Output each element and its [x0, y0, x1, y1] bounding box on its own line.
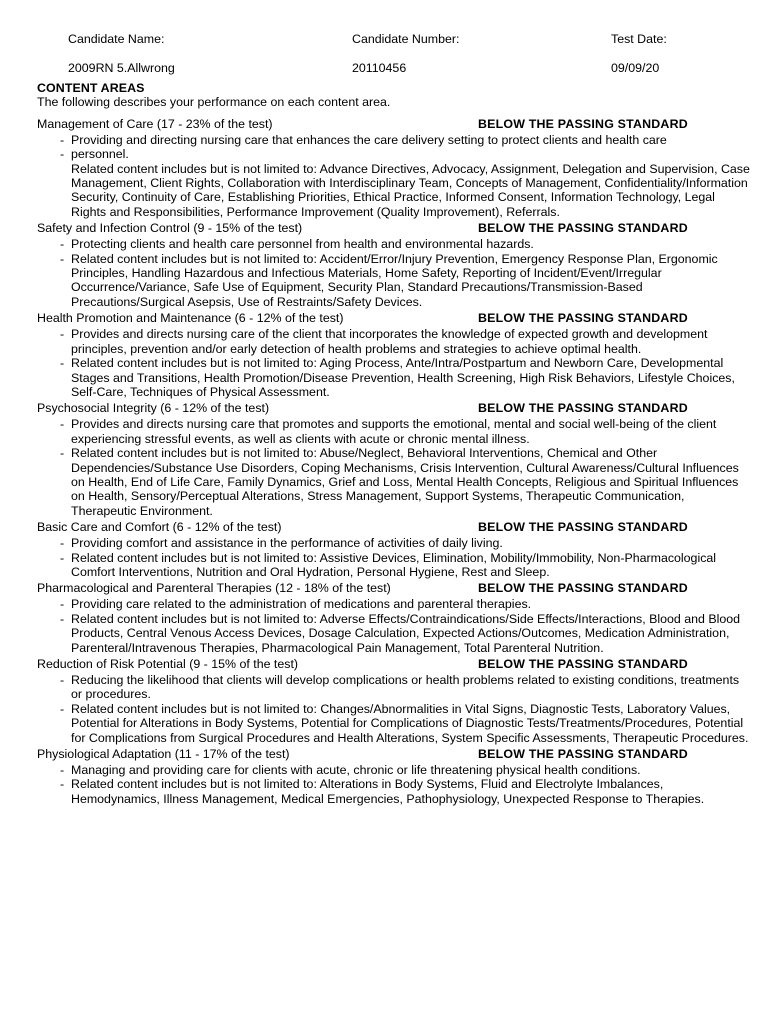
performance-result: BELOW THE PASSING STANDARD	[478, 581, 688, 596]
performance-result: BELOW THE PASSING STANDARD	[478, 747, 688, 762]
test-date-label: Test Date:	[611, 32, 667, 46]
content-area-name: Safety and Infection Control (9 - 15% of the test)	[37, 221, 303, 236]
description-item: - Reducing the likelihood that clients will develop complications or health problems related to existing conditions, treatments or procedures.	[63, 673, 752, 702]
description-item: - Related content includes but is not limited to: Assistive Devices, Elimination, Mobility/Immobility, Non-Pharmacological Comfort Interventions, Nutrition and Oral Hydration, Personal Hygiene, Rest and Sleep.	[63, 551, 752, 580]
content-area-description-list	[37, 673, 752, 745]
section-intro: The following describes your performance on each content area.	[37, 95, 391, 110]
content-area-name: Pharmacological and Parenteral Therapies (12 - 18% of the test)	[37, 581, 391, 596]
content-area-description-list	[37, 417, 752, 518]
content-area-header	[37, 221, 752, 237]
description-item: - Related content includes but is not limited to: Changes/Abnormalities in Vital Signs, Diagnostic Tests, Laboratory Values, Potential for Alterations in Body Systems, Potential for Complications of Diagnostic Tests/Treatments/Procedures, Potential for Complications from Surgical Procedures and Health Alterations, System Specific Assessments, Therapeutic Procedures.	[63, 702, 752, 745]
performance-result: BELOW THE PASSING STANDARD	[478, 657, 688, 671]
content-area	[37, 221, 752, 309]
content-area-header	[37, 657, 752, 673]
content-area	[37, 657, 752, 745]
content-area-description-list	[37, 597, 752, 655]
content-area-name: Physiological Adaptation (11 - 17% of the test)	[37, 747, 290, 762]
content-area	[37, 747, 752, 806]
description-item: - Providing comfort and assistance in the performance of activities of daily living.	[63, 536, 752, 550]
content-area-description-list	[37, 237, 752, 309]
description-item: - Managing and providing care for clients with acute, chronic or life threatening physical health conditions.	[63, 763, 752, 777]
description-item: - Related content includes but is not limited to: Alterations in Body Systems, Fluid and Electrolyte Imbalances, Hemodynamics, Illness Management, Medical Emergencies, Pathophysiology, Unexpected Response to Therapies.	[63, 777, 752, 806]
content-area-header	[37, 581, 752, 597]
content-area-name: Psychosocial Integrity (6 - 12% of the test)	[37, 401, 270, 416]
performance-result: BELOW THE PASSING STANDARD	[478, 221, 688, 236]
content-areas-section	[37, 81, 752, 806]
description-item: - personnel. Related content includes but is not limited to: Advance Directives, Advocacy, Assignment, Delegation and Supervision, Case Management, Client Rights, Collaboration with Interdisciplinary Team, Concepts of Management, Confidentiality/Information Security, Continuity of Care, Establishing Priorities, Ethical Practice, Informed Consent, Information Technology, Legal Rights and Responsibilities, Performance Improvement (Quality Improvement), Referrals.	[63, 147, 752, 219]
content-area	[37, 117, 752, 219]
description-item: - Provides and directs nursing care that promotes and supports the emotional, mental and social well-being of the client experiencing stressful events, as well as clients with acute or chronic mental illness.	[63, 417, 752, 446]
description-item: - Related content includes but is not limited to: Adverse Effects/Contraindications/Side Effects/Interactions, Blood and Blood Products, Central Venous Access Devices, Dosage Calculation, Expected Actions/Outcomes, Medication Administration, Parenteral/Intravenous Therapies, Pharmacological Pain Management, Total Parenteral Nutrition.	[63, 612, 752, 655]
content-area-name: Health Promotion and Maintenance (6 - 12% of the test)	[37, 311, 344, 326]
candidate-number-label: Candidate Number:	[352, 32, 460, 46]
content-area-name: Management of Care (17 - 23% of the test)	[37, 116, 273, 131]
content-area-header	[37, 401, 752, 417]
description-item: - Providing care related to the administration of medications and parenteral therapies.	[63, 597, 752, 611]
candidate-number-value: 20110456	[352, 61, 407, 75]
description-item: - Provides and directs nursing care of the client that incorporates the knowledge of expected growth and development principles, prevention and/or early detection of health problems and strategies to achieve optimal health.	[63, 327, 752, 356]
content-area-description-list	[37, 536, 752, 579]
description-item: - Related content includes but is not limited to: Abuse/Neglect, Behavioral Interventions, Chemical and Other Dependencies/Substance Use Disorders, Coping Mechanisms, Crisis Intervention, Cultural Awareness/Cultural Influences on Health, End of Life Care, Family Dynamics, Grief and Loss, Mental Health Concepts, Religious and Spiritual Influences on Health, Sensory/Perceptual Alterations, Stress Management, Support Systems, Therapeutic Communication, Therapeutic Environment.	[63, 446, 752, 518]
description-item: - Related content includes but is not limited to: Accident/Error/Injury Prevention, Emergency Response Plan, Ergonomic Principles, Handling Hazardous and Infectious Materials, Home Safety, Reporting of Incident/Event/Irregular Occurrence/Variance, Safe Use of Equipment, Security Plan, Standard Precautions/Transmission-Based Precautions/Surgical Asepsis, Use of Restraints/Safety Devices.	[63, 252, 752, 310]
description-item: - Providing and directing nursing care that enhances the care delivery setting to protect clients and health care	[63, 133, 752, 147]
content-area-header	[37, 311, 752, 327]
section-title: CONTENT AREAS	[37, 81, 145, 95]
test-date-value: 09/09/20	[611, 61, 660, 75]
content-area-description-list	[37, 763, 752, 806]
content-area	[37, 311, 752, 399]
content-area	[37, 581, 752, 655]
content-area-name: Reduction of Risk Potential (9 - 15% of the test)	[37, 657, 299, 671]
performance-result: BELOW THE PASSING STANDARD	[478, 401, 688, 416]
content-area	[37, 401, 752, 518]
description-item: - Protecting clients and health care personnel from health and environmental hazards.	[63, 237, 752, 251]
content-area-description-list	[37, 133, 752, 219]
performance-result: BELOW THE PASSING STANDARD	[478, 116, 688, 131]
content-area-header	[37, 117, 752, 133]
content-area-header	[37, 747, 752, 763]
content-area-name: Basic Care and Comfort (6 - 12% of the test)	[37, 520, 282, 535]
content-area-list	[37, 117, 752, 806]
content-area	[37, 520, 752, 579]
candidate-name-value: 2009RN 5.Allwrong	[68, 61, 175, 75]
performance-result: BELOW THE PASSING STANDARD	[478, 311, 688, 326]
content-area-description-list	[37, 327, 752, 399]
candidate-name-label: Candidate Name:	[68, 32, 165, 46]
content-area-header	[37, 520, 752, 536]
performance-result: BELOW THE PASSING STANDARD	[478, 520, 688, 535]
description-item: - Related content includes but is not limited to: Aging Process, Ante/Intra/Postpartum and Newborn Care, Developmental Stages and Transitions, Health Promotion/Disease Prevention, Health Screening, High Risk Behaviors, Lifestyle Choices, Self-Care, Techniques of Physical Assessment.	[63, 356, 752, 399]
